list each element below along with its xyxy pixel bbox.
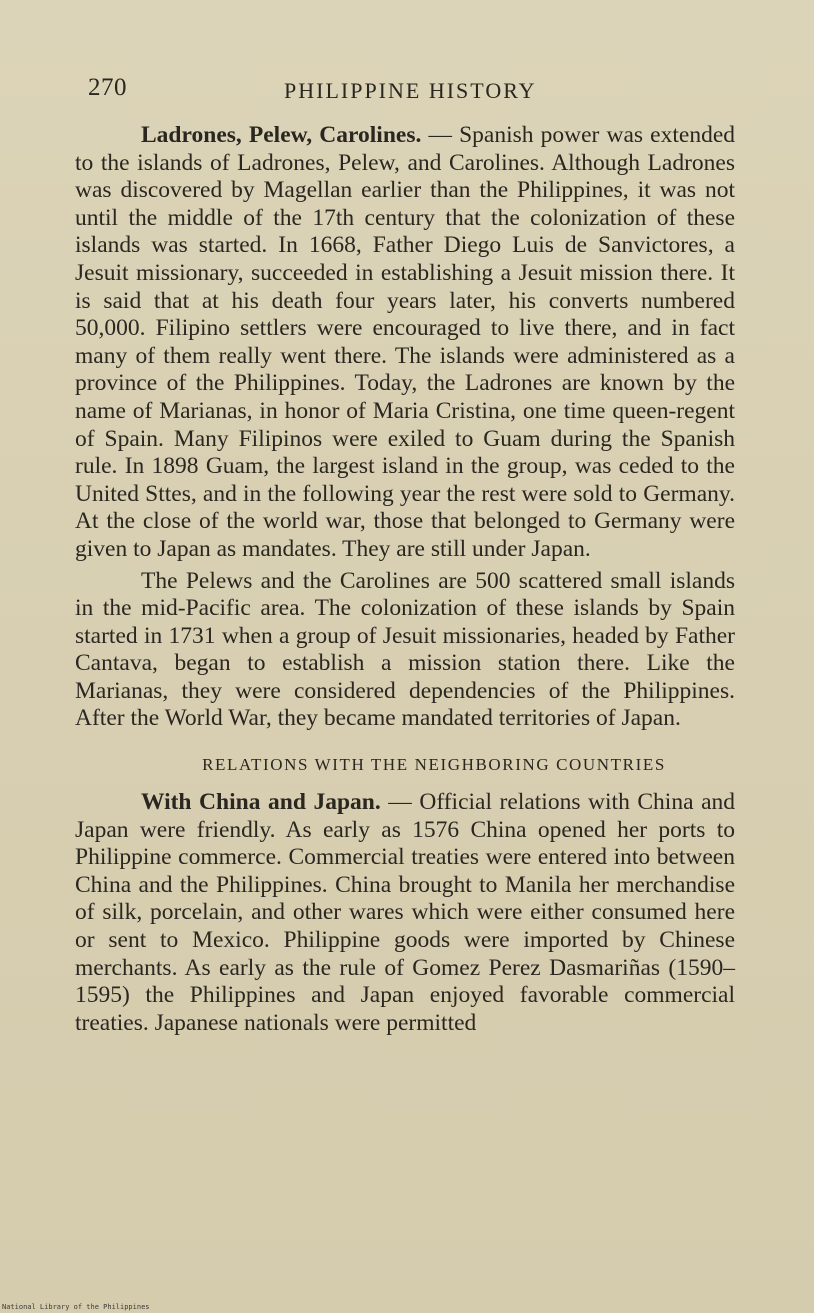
running-title: PHILIPPINE HISTORY [284, 78, 537, 103]
library-credit: National Library of the Philippines [2, 1303, 150, 1311]
page-header [88, 74, 748, 110]
section-heading: RELATIONS WITH THE NEIGHBORING COUNTRIES [202, 755, 666, 775]
paragraph-lead-heading: Ladrones, Pelew, Carolines. [141, 122, 422, 148]
paragraph-text: — Official relations with China and Japan were friendly. As early as 1576 China opened her ports to Philippine commerce. Commercial treaties were entered into between China and the Philippines. China brought to Manila her merchandise of silk, porcelain, and other wares which were either consumed here or sent to Mexico. Philippine goods were imported by Chinese merchants. As early as the rule of Gomez Perez Dasmariñas (1590–1595) the Philippines and Japan enjoyed favorable commercial treaties. Japanese nationals were permitted [75, 789, 735, 1036]
paragraph-pelews-carolines: The Pelews and the Carolines are 500 scattered small islands in the mid-Pacific area. The colonization of these islands by Spain started in 1731 when a group of Jesuit missionaries, headed by Father Cantava, began to establish a mission station there. Like the Marianas, they were considered dependencies of the Philippines. After the World War, they became mandated territories of Japan. [75, 567, 735, 732]
page-body [75, 122, 735, 1037]
paragraph-text: — Spanish power was extended to the islands of Ladrones, Pelew, and Carolines. Although Ladrones was discovered by Magellan earlier than the Philippines, it was not until the middle of the 17th century that the colonization of these islands was started. In 1668, Father Diego Luis de Sanvictores, a Jesuit missionary, succeeded in establishing a Jesuit mission there. It is said that at his death four years later, his converts numbered 50,000. Filipino settlers were encouraged to live there, and in fact many of them really went there. The islands were administered as a province of the Philippines. Today, the Ladrones are known by the name of Marianas, in honor of Maria Cristina, one time queen-regent of Spain. Many Filipinos were exiled to Guam during the Spanish rule. In 1898 Guam, the largest island in the group, was ceded to the United Sttes, and in the following year the rest were sold to Germany. At the close of the world war, those that belonged to Germany were given to Japan as mandates. They are still under Japan. [75, 122, 735, 562]
paragraph-lead-heading: With China and Japan. [141, 789, 381, 816]
paragraph-china-japan [75, 789, 735, 1037]
paragraph-ladrones [75, 122, 735, 564]
page-number: 270 [88, 74, 127, 101]
